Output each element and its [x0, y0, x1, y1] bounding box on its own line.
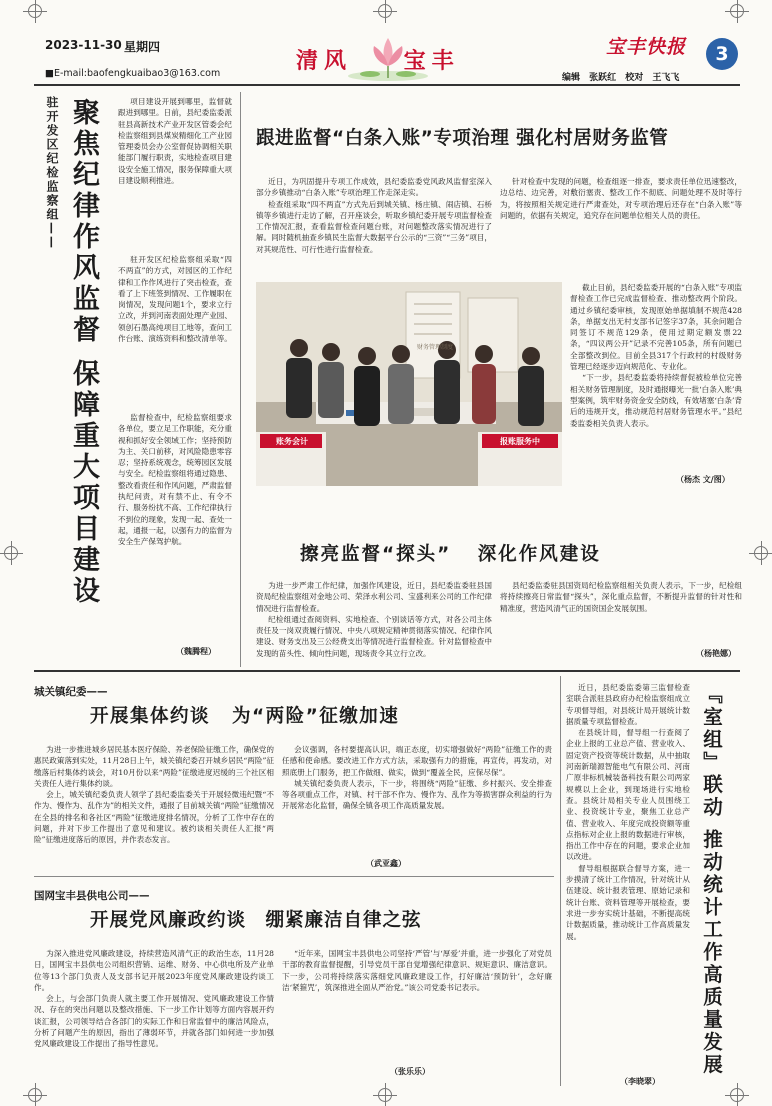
article6-p1: 近日，县纪委监委第三监督检查室联合派驻县政府办纪检监察组成立专项督导组，对县统计局开展统计数据质量专项监督检查。 [566, 683, 690, 726]
article4-col-right [282, 744, 552, 854]
divider-horizontal-middle [34, 670, 740, 672]
article1-col2: 驻开发区纪检监察组采取“四不两直”的方式，对园区的工作纪律和工作作风进行了突击检查，查看了上下班签到情况、工作履职在岗情况，发现问题1个，要求立行立改，并到河南表面处理产业园、领创石墨高纯项目工地等，查问工作台账、演练资料和整改清单等。 [118, 255, 232, 344]
email-address: ■E-mail:baofengkuaibao3@163.com [45, 68, 221, 79]
article4-kicker: 城关镇纪委—— [34, 686, 108, 698]
issue-date: 2023-11-30 [45, 38, 122, 52]
article4-p1: 为进一步推进城乡居民基本医疗保险、养老保险征缴工作，确保党的惠民政策落到实处，11月28日上午，城关镇纪委召开城乡居民“两险”征缴落后村集体约谈会，对10月份以来“两险”征缴进度迟缓的三个社区相关责任人进行集体约谈。 [34, 745, 274, 788]
article6-body [566, 682, 690, 1072]
article4-byline: （武亚鑫） [366, 858, 406, 868]
article5-p2: 会上，与会部门负责人就主要工作开展情况、党风廉政建设工作情况、存在的突出问题以及整改措施、下一步工作计划等方面内容展开约谈汇报，公司领导结合各部门的实际工作和日常监督中的廉洁风险点，分析了问题产生的原因，指出了薄弱环节，并就各部门如何进一步加强党风廉政建设工作提出了指导性意见。 [34, 994, 274, 1049]
crop-mark-bottom-right [730, 1088, 744, 1102]
article5-kicker: 国网宝丰县供电公司—— [34, 890, 150, 902]
column-title: 清风 宝丰 [296, 49, 460, 74]
crop-mark-left-middle [4, 546, 18, 560]
article3-p2: 纪检组通过查阅资料、实地检查、个别谈话等方式，对各公司主体责任及一岗双责履行情况、中央八项规定精神贯彻落实情况、纪律作风建设、财务支出及三公经费支出等情况进行监督检查。针对监督检查中发现的苗头性、倾向性问题，现场责令其立行立改。 [256, 614, 492, 658]
article5-col-left [34, 948, 274, 1078]
article2-p1: 近日，为巩固提升专项工作成效，县纪委监委党风政风监督室深入部分乡镇推动“白条入账”专项治理工作走深走实。 [256, 177, 492, 198]
paper-name: 宝丰快报 [606, 36, 687, 58]
crop-mark-bottom-center [378, 1088, 392, 1102]
article5-byline: （张乐乐） [390, 1066, 430, 1076]
article5-headline: 开展党风廉政约谈 绷紧廉洁自律之弦 [90, 910, 422, 931]
article1-col3: 监督检查中，纪检监察组要求各单位，要立足工作职能，充分重视和抓好安全领域工作；坚持预防为主、关口前移，对风险隐患零容忍；坚持系统观念，统筹园区发展与安全。纪检监察组将通过隐患、整改看责任和作风问题，严肃监督执纪问责，对有禁不止、有令不行、服务纷扰不高、工作纪律执行不到位的现象，发现一起、查处一起，通报一起，以强有力的监督为安全生产保驾护航。 [118, 413, 232, 547]
divider-vertical-bottom [560, 676, 561, 1086]
article1-byline: （魏腾程） [176, 646, 216, 656]
crop-mark-bottom-left [28, 1088, 42, 1102]
crop-mark-right-middle [754, 546, 768, 560]
article4-headline: 开展集体约谈 为“两险”征缴加速 [90, 706, 400, 727]
article2-p5: “下一步，县纪委监委将持续督促被检单位完善相关财务管理制度，及时通报曝光一批‘白条入账’典型案例，筑牢财务资金安全防线，有效堵塞‘白条’背后的违规开支，推动规范村居财务管理水平。”县纪委监委相关负责人表示。 [570, 373, 742, 428]
article2-p2: 检查组采取“四不两直”方式先后到城关镇、杨庄镇、闹店镇、石桥镇等乡镇进行走访了解，召开座谈会，听取乡镇纪委开展专项监督检查工作情况汇报，查看监督检查问题台账，对问题整改落实情况进行了解。同时随机抽查乡镇民生监督大数据平台公示的“三资”“三务”项目，对其规范性、可行性进行监督检查。 [256, 199, 492, 254]
crop-mark-top-center [378, 4, 392, 18]
article4-p3: 会议强调，各村要提高认识，端正态度，切实增强做好“两险”征缴工作的责任感和使命感。要改进工作方式方法，采取强有力的措施，再宣传，再发动，对照底册上门服务，把工作做细、做实，做到“覆盖全民，应保尽保”。 [282, 745, 552, 777]
article2-p4: 截止目前，县纪委监委开展的“白条入账”专项监督检查工作已完成监督检查、推动整改两个阶段。通过乡镇纪委审核，发现原始单据填制不规范428条，单据支出无村支部书记签字37条，其余问题合同签订不规范129条，使用过期定额发票22条，“四议两公开”记录不完善105条，所有问题已全部整改到位。目前全县317个行政村的村级财务管理已经逐步迈向规范化、专业化。 [570, 283, 742, 372]
article5-p1: 为深入推进党风廉政建设，持续营造风清气正的政治生态，11月28日，国网宝丰县供电公司组织营销、运维、财务、中心供电所及产业单位等13个部门负责人及支部书记开展2023年度党风廉政建设约谈工作。 [34, 949, 274, 992]
meeting-scene-illustration [256, 282, 562, 486]
issue-weekday: 星期四 [124, 40, 161, 54]
article1-col1: 项目建设开展到哪里，监督就跟进到哪里。日前，县纪委监委派驻县高新技术产业开发区管委会纪检监察组到县煤炭精细化工产业园管理委员会办公室督促协调相关职能部门履行职责，实地检查项目建设安全施工情况，服务保障重大项目建设顺利推进。 [118, 97, 232, 186]
article6-byline: （李晓翠） [620, 1076, 660, 1086]
article2-col-left [256, 176, 492, 271]
article4-p4: 城关镇纪委负责人表示，下一步，将围绕“两险”征缴、乡村振兴、安全排查等各项重点工作，对镇、村干部不作为、慢作为、乱作为等损害群众利益的行为开展常态化监督，确保全镇各项工作高质量发展。 [282, 778, 552, 811]
header-rule [34, 84, 740, 86]
page-number: 3 [715, 43, 729, 65]
article5-p3: “近年来，国网宝丰县供电公司坚持‘严管’与‘厚爱’并重，进一步强化了对党员干部的教育监督提醒，引导党员干部自觉增强纪律意识、规矩意识、廉洁意识。下一步，公司将持续落实落细党风廉政建设工作，打好廉洁‘预防针’，念好廉洁‘紧箍咒’，筑深推进全面从严治党。”该公司党委书记表示。 [282, 949, 552, 992]
article2-headline: 跟进监督“白条入账”专项治理 强化村居财务监管 [256, 128, 669, 149]
photo-sign-right: 报账服务中 [500, 437, 540, 446]
article2-col-right-top [500, 176, 742, 272]
article4-p2: 会上，城关镇纪委负责人领学了县纪委监委关于开展轻微违纪暨“不作为、慢作为、乱作为”的相关文件，通报了目前城关镇“两险”征缴情况在全县的排名和各社区“两险”征缴进度排名情况，分析了工作中存在的问题，并对下步工作提出了意见和建议。被约谈相关责任人汇报“两险”征缴进度落后的原因，并作表态发言。 [34, 790, 274, 845]
article6-headline: 『室组』联动 推动统计工作高质量发展 [700, 684, 723, 1077]
divider-horizontal-bottom-left [34, 876, 554, 877]
article5-col-right [282, 948, 552, 1064]
crop-mark-top-left [28, 4, 42, 18]
article6-p3: 督导组根据联合督导方案，进一步摸清了统计工作情况，针对统计从伍建设、统计报表管理、原始记录和统计台账、资料管理等开展检查，要求进一步夯实统计基础，不断提高统计数据质量，推动统计工作高质量发展。 [566, 863, 690, 941]
article2-photo [256, 282, 562, 486]
article1-headline: 聚焦纪律作风监督 保障重大项目建设 [68, 98, 99, 608]
page-number-badge [706, 38, 738, 70]
photo-poster-text: 财务管理制度 [416, 344, 453, 351]
article4-col-left [34, 744, 274, 864]
article2-col-right-bottom [570, 282, 742, 486]
article6-p2: 在县统计局，督导组一行查阅了企业上报的工业总产值、营业收入、固定资产投资等统计数据，从中抽取河南新瑞源智能电气有限公司、河南广原非标机械装备科技有限公司两家规模以上企业，到现场进行实地检查。县统计局相关专业人员围绕工业、投资统计专业，聚焦工业总产值、营业收入、年度完成投资额等重点指标对企业上报的数据进行审核，指出工作中存在的问题，要求企业加以改进。 [566, 728, 690, 862]
photo-sign-left: 账务会计 [276, 437, 308, 446]
article3-p3: 县纪委监委驻县国资局纪检监察组相关负责人表示，下一步，纪检组将持续擦亮日常监督“探头”，深化重点监督，不断提升监督的针对性和精准度，营造风清气正的国资国企发展氛围。 [500, 581, 742, 613]
article3-col-left [256, 580, 492, 660]
article3-headline: 擦亮监督“探头” 深化作风建设 [300, 544, 601, 565]
editors-line: 编辑 张跃红 校对 王飞飞 [562, 73, 680, 83]
divider-vertical-top [240, 92, 241, 667]
article2-byline: （杨杰 文/图） [676, 474, 730, 484]
article3-p1: 为进一步严肃工作纪律，加强作风建设，近日，县纪委监委驻县国资局纪检监察组对金地公司、荣泽水利公司、宝盛利来公司的工作纪律情况进行监督检查。 [256, 581, 492, 613]
crop-mark-top-right [730, 4, 744, 18]
article3-byline: （杨艳娜） [696, 648, 736, 658]
article2-p3: 针对检查中发现的问题，检查组逐一排查，要求责任单位迅速整改，边总结、边完善，对敷衍塞责、整改工作不彻底、问题处理不及时等行为，将按照相关规定进行严肃查处，对专项治理后还存在“白条入账”等问题的，依据有关规定，追究存在问题单位相关人员的责任。 [500, 177, 742, 220]
article1-kicker: 驻开发区纪检监察组—— [45, 96, 59, 250]
